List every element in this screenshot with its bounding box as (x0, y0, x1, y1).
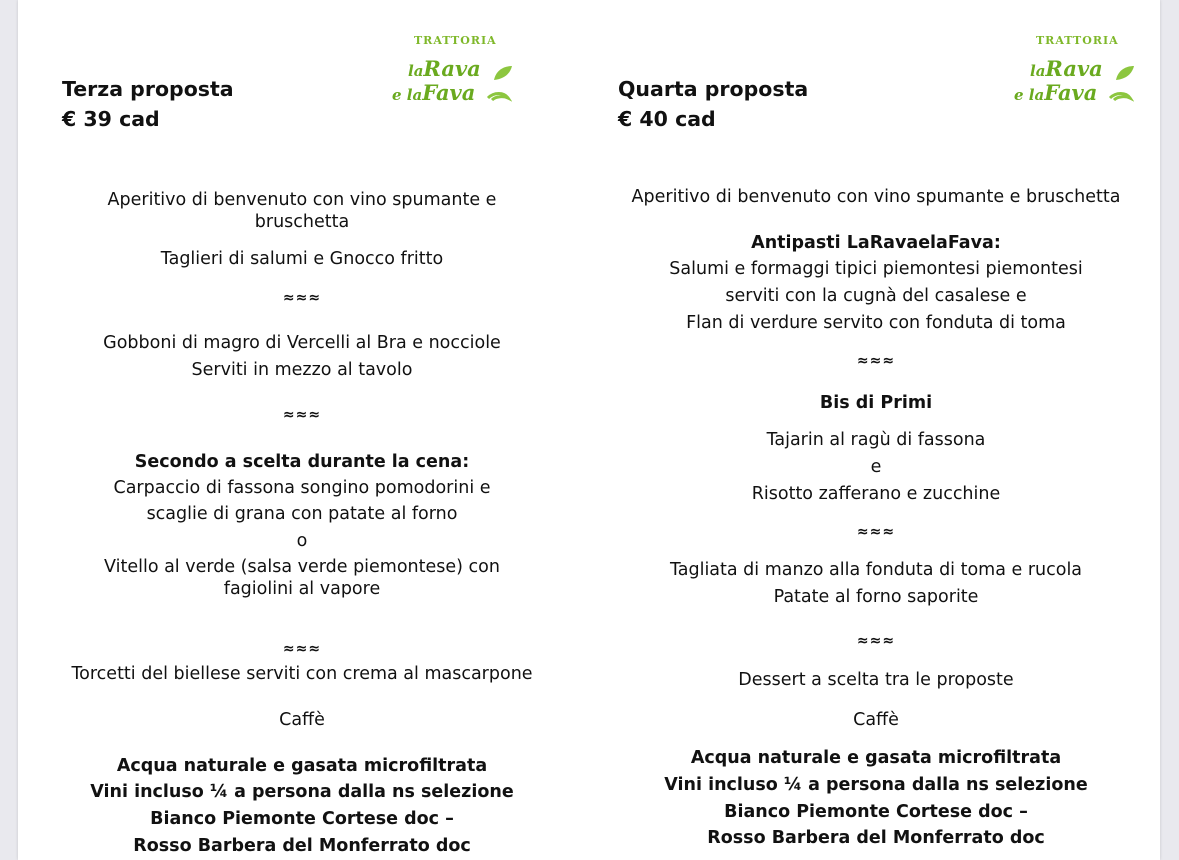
menu-line: Aperitivo di benvenuto con vino spumante e (107, 190, 497, 210)
menu-line: e (870, 457, 882, 477)
separator: ≈≈≈ (282, 407, 322, 423)
menu-line: o (296, 531, 308, 551)
menu-column-terza (18, 0, 586, 860)
separator: ≈≈≈ (856, 353, 896, 369)
menu-line: Caffè (279, 710, 325, 730)
menu-line: Tajarin al ragù di fassona (766, 430, 986, 450)
menu-line: Caffè (853, 710, 899, 730)
menu-line: Tagliata di manzo alla fonduta di toma e rucola (669, 560, 1083, 580)
menu-line: Serviti in mezzo al tavolo (191, 360, 413, 380)
swirl-icon (1108, 90, 1134, 106)
menu-line: scaglie di grana con patate al forno (146, 504, 458, 524)
menu-line: Risotto zafferano e zucchine (751, 484, 1001, 504)
menu-line: Aperitivo di benvenuto con vino spumante e bruschetta (631, 187, 1121, 207)
trattoria-logo: TRATTORIA laRava e laFava (1010, 30, 1150, 116)
section-heading: Antipasti LaRavaelaFava: (751, 233, 1001, 253)
menu-price: € 39 cad (62, 107, 160, 131)
menu-heading (62, 74, 234, 134)
menu-page (18, 0, 1160, 860)
menu-price: € 40 cad (618, 107, 716, 131)
drinks-line: Rosso Barbera del Monferrato doc (707, 828, 1045, 848)
drinks-line: Bianco Piemonte Cortese doc – (150, 809, 454, 829)
drinks-line: Vini incluso ¼ a persona dalla ns selezione (90, 782, 514, 802)
menu-column-quarta (592, 0, 1160, 860)
menu-heading (618, 74, 808, 134)
separator: ≈≈≈ (282, 641, 322, 657)
drinks-line: Bianco Piemonte Cortese doc – (724, 802, 1028, 822)
menu-line: Salumi e formaggi tipici piemontesi piemontesi (669, 259, 1083, 279)
menu-line: bruschetta (254, 212, 350, 232)
menu-line: Torcetti del biellese serviti con crema al mascarpone (71, 664, 533, 684)
separator: ≈≈≈ (282, 290, 322, 306)
drinks-line: Acqua naturale e gasata microfiltrata (116, 756, 488, 776)
separator: ≈≈≈ (856, 524, 896, 540)
drinks-line: Vini incluso ¼ a persona dalla ns selezione (664, 775, 1088, 795)
menu-line: fagiolini al vapore (223, 579, 381, 599)
leaf-icon (492, 64, 514, 82)
menu-line: serviti con la cugnà del casalese e (725, 286, 1027, 306)
menu-title: Terza proposta (62, 77, 234, 101)
section-heading: Bis di Primi (819, 393, 933, 413)
menu-line: Taglieri di salumi e Gnocco fritto (160, 249, 444, 269)
drinks-line: Rosso Barbera del Monferrato doc (133, 836, 471, 856)
menu-line: Vitello al verde (salsa verde piemontese) con (104, 557, 500, 577)
menu-title: Quarta proposta (618, 77, 809, 101)
menu-line: Flan di verdure servito con fonduta di toma (686, 313, 1066, 333)
menu-line: Dessert a scelta tra le proposte (738, 670, 1014, 690)
section-heading: Secondo a scelta durante la cena: (134, 452, 470, 472)
swirl-icon (486, 90, 512, 106)
trattoria-logo: TRATTORIA laRava e laFava (388, 30, 528, 116)
menu-line: Patate al forno saporite (773, 587, 979, 607)
leaf-icon (1114, 64, 1136, 82)
separator: ≈≈≈ (856, 633, 896, 649)
menu-line: Gobboni di magro di Vercelli al Bra e nocciole (103, 333, 501, 353)
menu-line: Carpaccio di fassona songino pomodorini e (113, 478, 491, 498)
drinks-line: Acqua naturale e gasata microfiltrata (690, 748, 1062, 768)
